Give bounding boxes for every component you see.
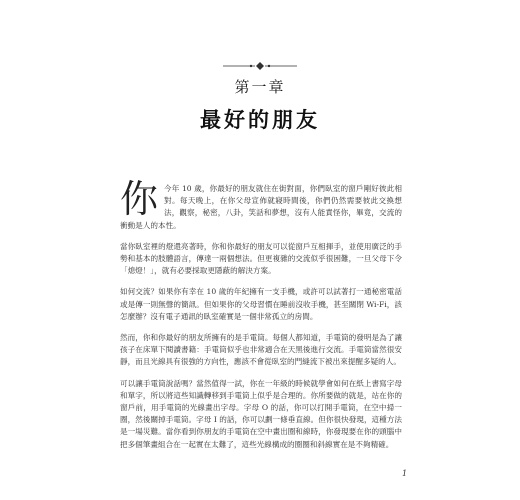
paragraph-text: 今年 10 歲，你最好的朋友就住在街對面，你們臥室的窗戶剛好彼此相對。每天晚上，在你父母宣佈就寢時間後，你們仍然需要彼此交換想法，觀察，秘密，八卦，笑話和夢想，沒有人能責怪你，畢竟，交流的衝動是人的本性。: [120, 184, 402, 230]
body-text: [120, 177, 402, 460]
paragraph: 可以讓手電筒說話嗎？當然值得一試，你在一年級的時候就學會如何在紙上書寫字母和單字，所以將這些知識轉移到手電筒上似乎是合理的。你所要做的就是，站在你的窗戶前，用手電筒的光線畫出字母。字母 O 的話，你可以打開手電筒，在空中掃一圈，然後關掉手電筒。字母 I 的話，你可以劃一條垂直線。但你很快發現，這種方法是一場災難。當你看到你朋友的手電筒在空中畫出圈和線時，你發現要在你的頭腦中把多個筆畫組合在一起實在太難了，這些光線構成的圈圈和斜線實在是不夠精確。: [120, 378, 402, 449]
drop-cap: 你: [120, 177, 159, 221]
chapter-title: 最好的朋友: [200, 107, 320, 132]
paragraph: 如何交流？如果你有幸在 10 歲的年紀擁有一支手機，或許可以試著打一通秘密電話或是傳一則無聲的簡訊。但如果你的父母習慣在睡前沒收手機，甚至關閉 Wi-Fi，該怎麼辦？沒有電子通訊的臥室確實是一個非常孤立的房間。: [120, 287, 402, 321]
chapter-label: 第一章: [234, 78, 286, 96]
paragraph: [120, 177, 402, 232]
paragraph: 當你臥室裡的燈還亮著時，你和你最好的朋友可以從窗戶互相揮手，並使用廣泛的手勢和基本的肢體語言，傳達一兩個想法。但更複雜的交流似乎很困難，一旦父母下令「熄燈！」，就有必要採取更隱蔽的解決方案。: [120, 241, 402, 276]
chapter-ornament: [221, 61, 299, 71]
paragraph: 然而，你和你最好的朋友所擁有的是手電筒。每個人都知道，手電筒的發明是為了讓孩子在床單下閱讀書籍：手電筒似乎也非常適合在天黑後進行交流。手電筒當然很安靜，而且光線具有很強的方向性，應該不會從臥室的門縫流下被出來提醒多疑的人。: [120, 333, 402, 367]
page-number: 1: [402, 469, 408, 478]
